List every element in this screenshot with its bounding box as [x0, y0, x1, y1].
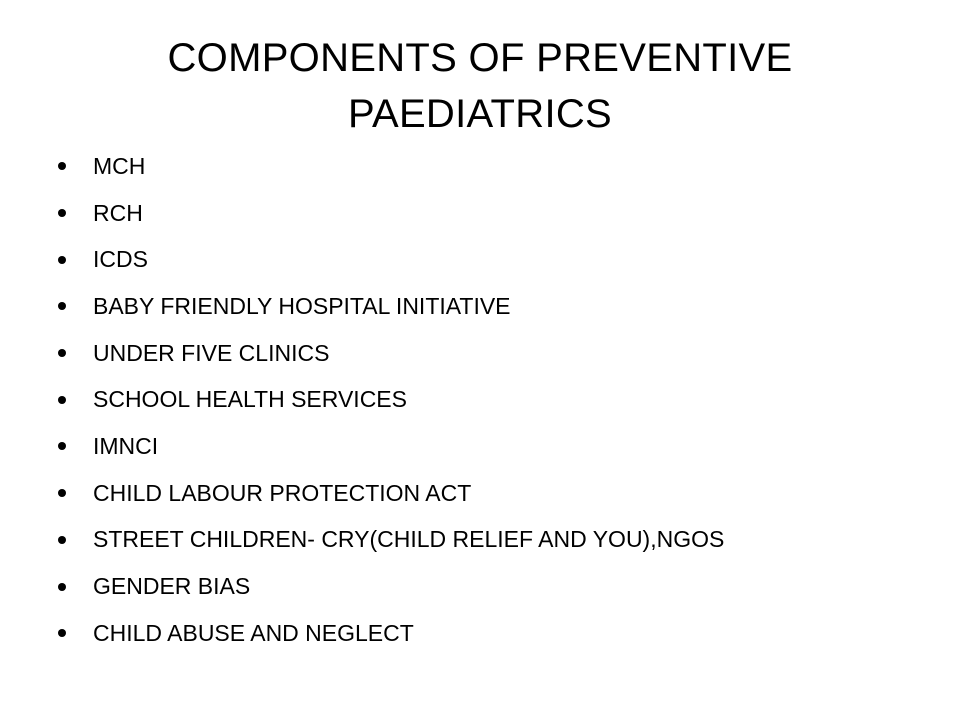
- bullet-text: IMNCI: [93, 432, 159, 459]
- bullet-text: ICDS: [93, 246, 148, 273]
- bullet-icon: [58, 442, 66, 450]
- bullet-icon: [58, 256, 66, 264]
- bullet-item: [58, 236, 918, 283]
- bullet-item: [58, 283, 918, 330]
- bullet-item: [58, 610, 918, 657]
- slide-title: COMPONENTS OF PREVENTIVE PAEDIATRICS: [167, 36, 793, 136]
- bullet-item: [58, 563, 918, 610]
- bullet-text: GENDER BIAS: [93, 573, 251, 600]
- bullet-item: [58, 330, 918, 377]
- bullet-text: CHILD ABUSE AND NEGLECT: [93, 619, 414, 646]
- bullet-item: [58, 190, 918, 237]
- bullet-icon: [58, 536, 66, 544]
- bullet-icon: [58, 162, 66, 170]
- bullet-item: [58, 517, 918, 564]
- bullet-list: [58, 143, 918, 657]
- bullet-text: CHILD LABOUR PROTECTION ACT: [93, 479, 472, 506]
- bullet-item: [58, 376, 918, 423]
- bullet-icon: [58, 349, 66, 357]
- bullet-text: SCHOOL HEALTH SERVICES: [93, 386, 407, 413]
- bullet-icon: [58, 209, 66, 217]
- bullet-item: [58, 470, 918, 517]
- bullet-text: RCH: [93, 199, 143, 226]
- bullet-text: STREET CHILDREN- CRY(CHILD RELIEF AND YOU),NGOS: [93, 526, 725, 553]
- bullet-text: MCH: [93, 152, 146, 179]
- bullet-text: UNDER FIVE CLINICS: [93, 339, 330, 366]
- bullet-icon: [58, 396, 66, 404]
- bullet-item: [58, 423, 918, 470]
- bullet-icon: [58, 302, 66, 310]
- bullet-item: [58, 143, 918, 190]
- bullet-icon: [58, 583, 66, 591]
- bullet-icon: [58, 489, 66, 497]
- bullet-icon: [58, 629, 66, 637]
- bullet-text: BABY FRIENDLY HOSPITAL INITIATIVE: [93, 292, 511, 319]
